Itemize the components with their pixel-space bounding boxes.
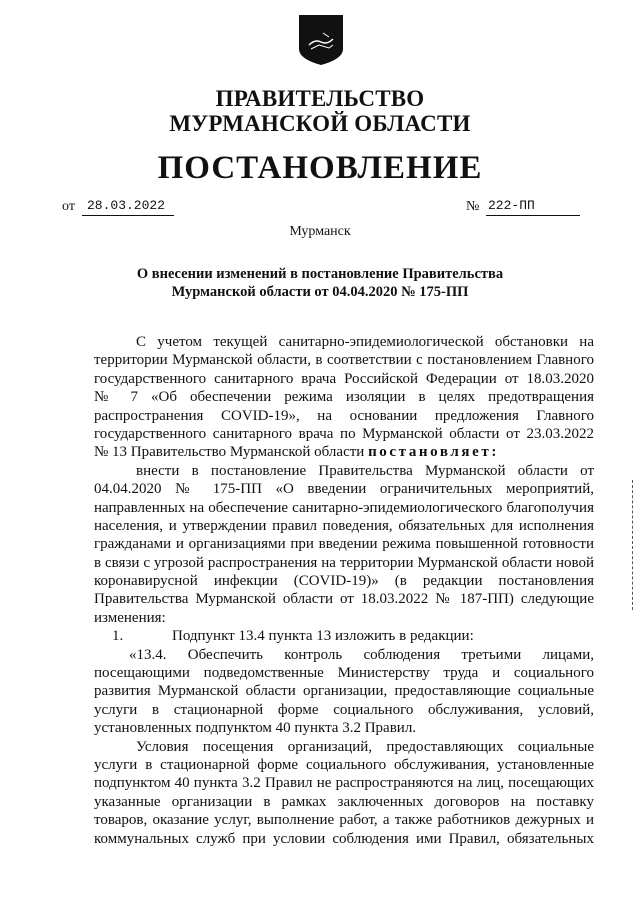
text-line (94, 443, 594, 461)
text-line: 04.04.2020 № 175-ПП «О введении ограничительных мероприятий, (94, 481, 594, 498)
paragraph-3 (94, 646, 594, 738)
text-line: населения, и утверждении правил поведения, обязательных для исполнения (94, 517, 594, 534)
text-line: гражданами и организациями при введении режима повышенной готовности (94, 536, 594, 553)
text-line: государственного санитарного врача Российской Федерации от 18.03.2020 (94, 370, 594, 387)
number-prefix: № (466, 199, 480, 214)
text-line: указанные организации в рамках заключенных договоров на поставку (94, 793, 594, 810)
text-line: услуги в стационарной форме социального обслуживания, установленные (94, 756, 594, 773)
paragraph-4 (94, 738, 594, 848)
text-line: установленных подпунктом 40 пункта 3.2 Правил. (94, 720, 417, 737)
decree-date: 28.03.2022 (82, 197, 174, 216)
text-line: Правительства Мурманской области от 18.03.2022 № 187-ПП) следующие (94, 591, 594, 608)
text-line: услуги в стационарной форме социального обслуживания, условий, (94, 701, 594, 718)
document-type-title: ПОСТАНОВЛЕНИЕ (157, 150, 483, 186)
text-line: подпунктом 40 пункта 3.2 Правил не распространяются на лиц, посещающих (94, 775, 594, 792)
text-line: № 7 «Об обеспечении режима изоляции в целях предотвращения (94, 389, 594, 406)
text-line: направленных на обеспечение санитарно-эпидемиологического благополучия (94, 499, 594, 516)
text-fragment: № 13 Правительство Мурманской области (94, 444, 369, 461)
text-line: товаров, оказание услуг, выполнение работ, а также работников дежурных и (94, 812, 594, 829)
text-line: развития Мурманской области организации, предоставляющие социальные (94, 683, 594, 700)
city-name: Мурманск (289, 224, 351, 239)
text-line: распространения COVID-19», на основании предложения Главного (94, 407, 594, 424)
paragraph-2 (94, 462, 594, 628)
text-line: коронавирусной инфекции (COVID-19)» (в редакции постановления (94, 573, 594, 590)
government-title-line2: МУРМАНСКОЙ ОБЛАСТИ (169, 111, 471, 136)
text-line: изменения: (94, 609, 166, 626)
text-line: территории Мурманской области, в соответствии с постановлением Главного (94, 352, 594, 369)
paragraph-1 (94, 333, 594, 462)
text-line: коммунальных служб при условии соблюдения ими Правил, обязательных (94, 830, 594, 847)
subject-line1: О внесении изменений в постановление Правительства (136, 266, 504, 282)
government-title-line1: ПРАВИТЕЛЬСТВО (215, 86, 425, 111)
date-prefix: от (62, 199, 75, 214)
list-item-1 (94, 627, 594, 645)
item-number: 1. (112, 628, 124, 645)
item-text: Подпункт 13.4 пункта 13 изложить в редакции: (172, 628, 474, 645)
text-line: внести в постановление Правительства Мурманской области от (136, 462, 594, 479)
text-line: в связи с угрозой распространения на территории Мурманской области новой (94, 554, 594, 571)
text-line: Условия посещения организаций, предоставляющих социальные (136, 738, 594, 755)
scan-artifact (632, 480, 637, 610)
subject-line2: Мурманской области от 04.04.2020 № 175-ПП (171, 284, 469, 300)
text-line: государственного санитарного врача по Мурманской области от 23.03.2022 (94, 425, 594, 442)
decree-number: 222-ПП (486, 197, 580, 216)
text-line: посещающими подведомственные Министерству труда и социального (94, 665, 594, 682)
resolves-word: постановляет: (368, 444, 499, 461)
coat-of-arms-icon (299, 15, 343, 65)
document-body (94, 333, 594, 848)
text-line: «13.4. Обеспечить контроль соблюдения третьими лицами, (129, 646, 594, 663)
text-line: С учетом текущей санитарно-эпидемиологической обстановки на (136, 334, 594, 350)
